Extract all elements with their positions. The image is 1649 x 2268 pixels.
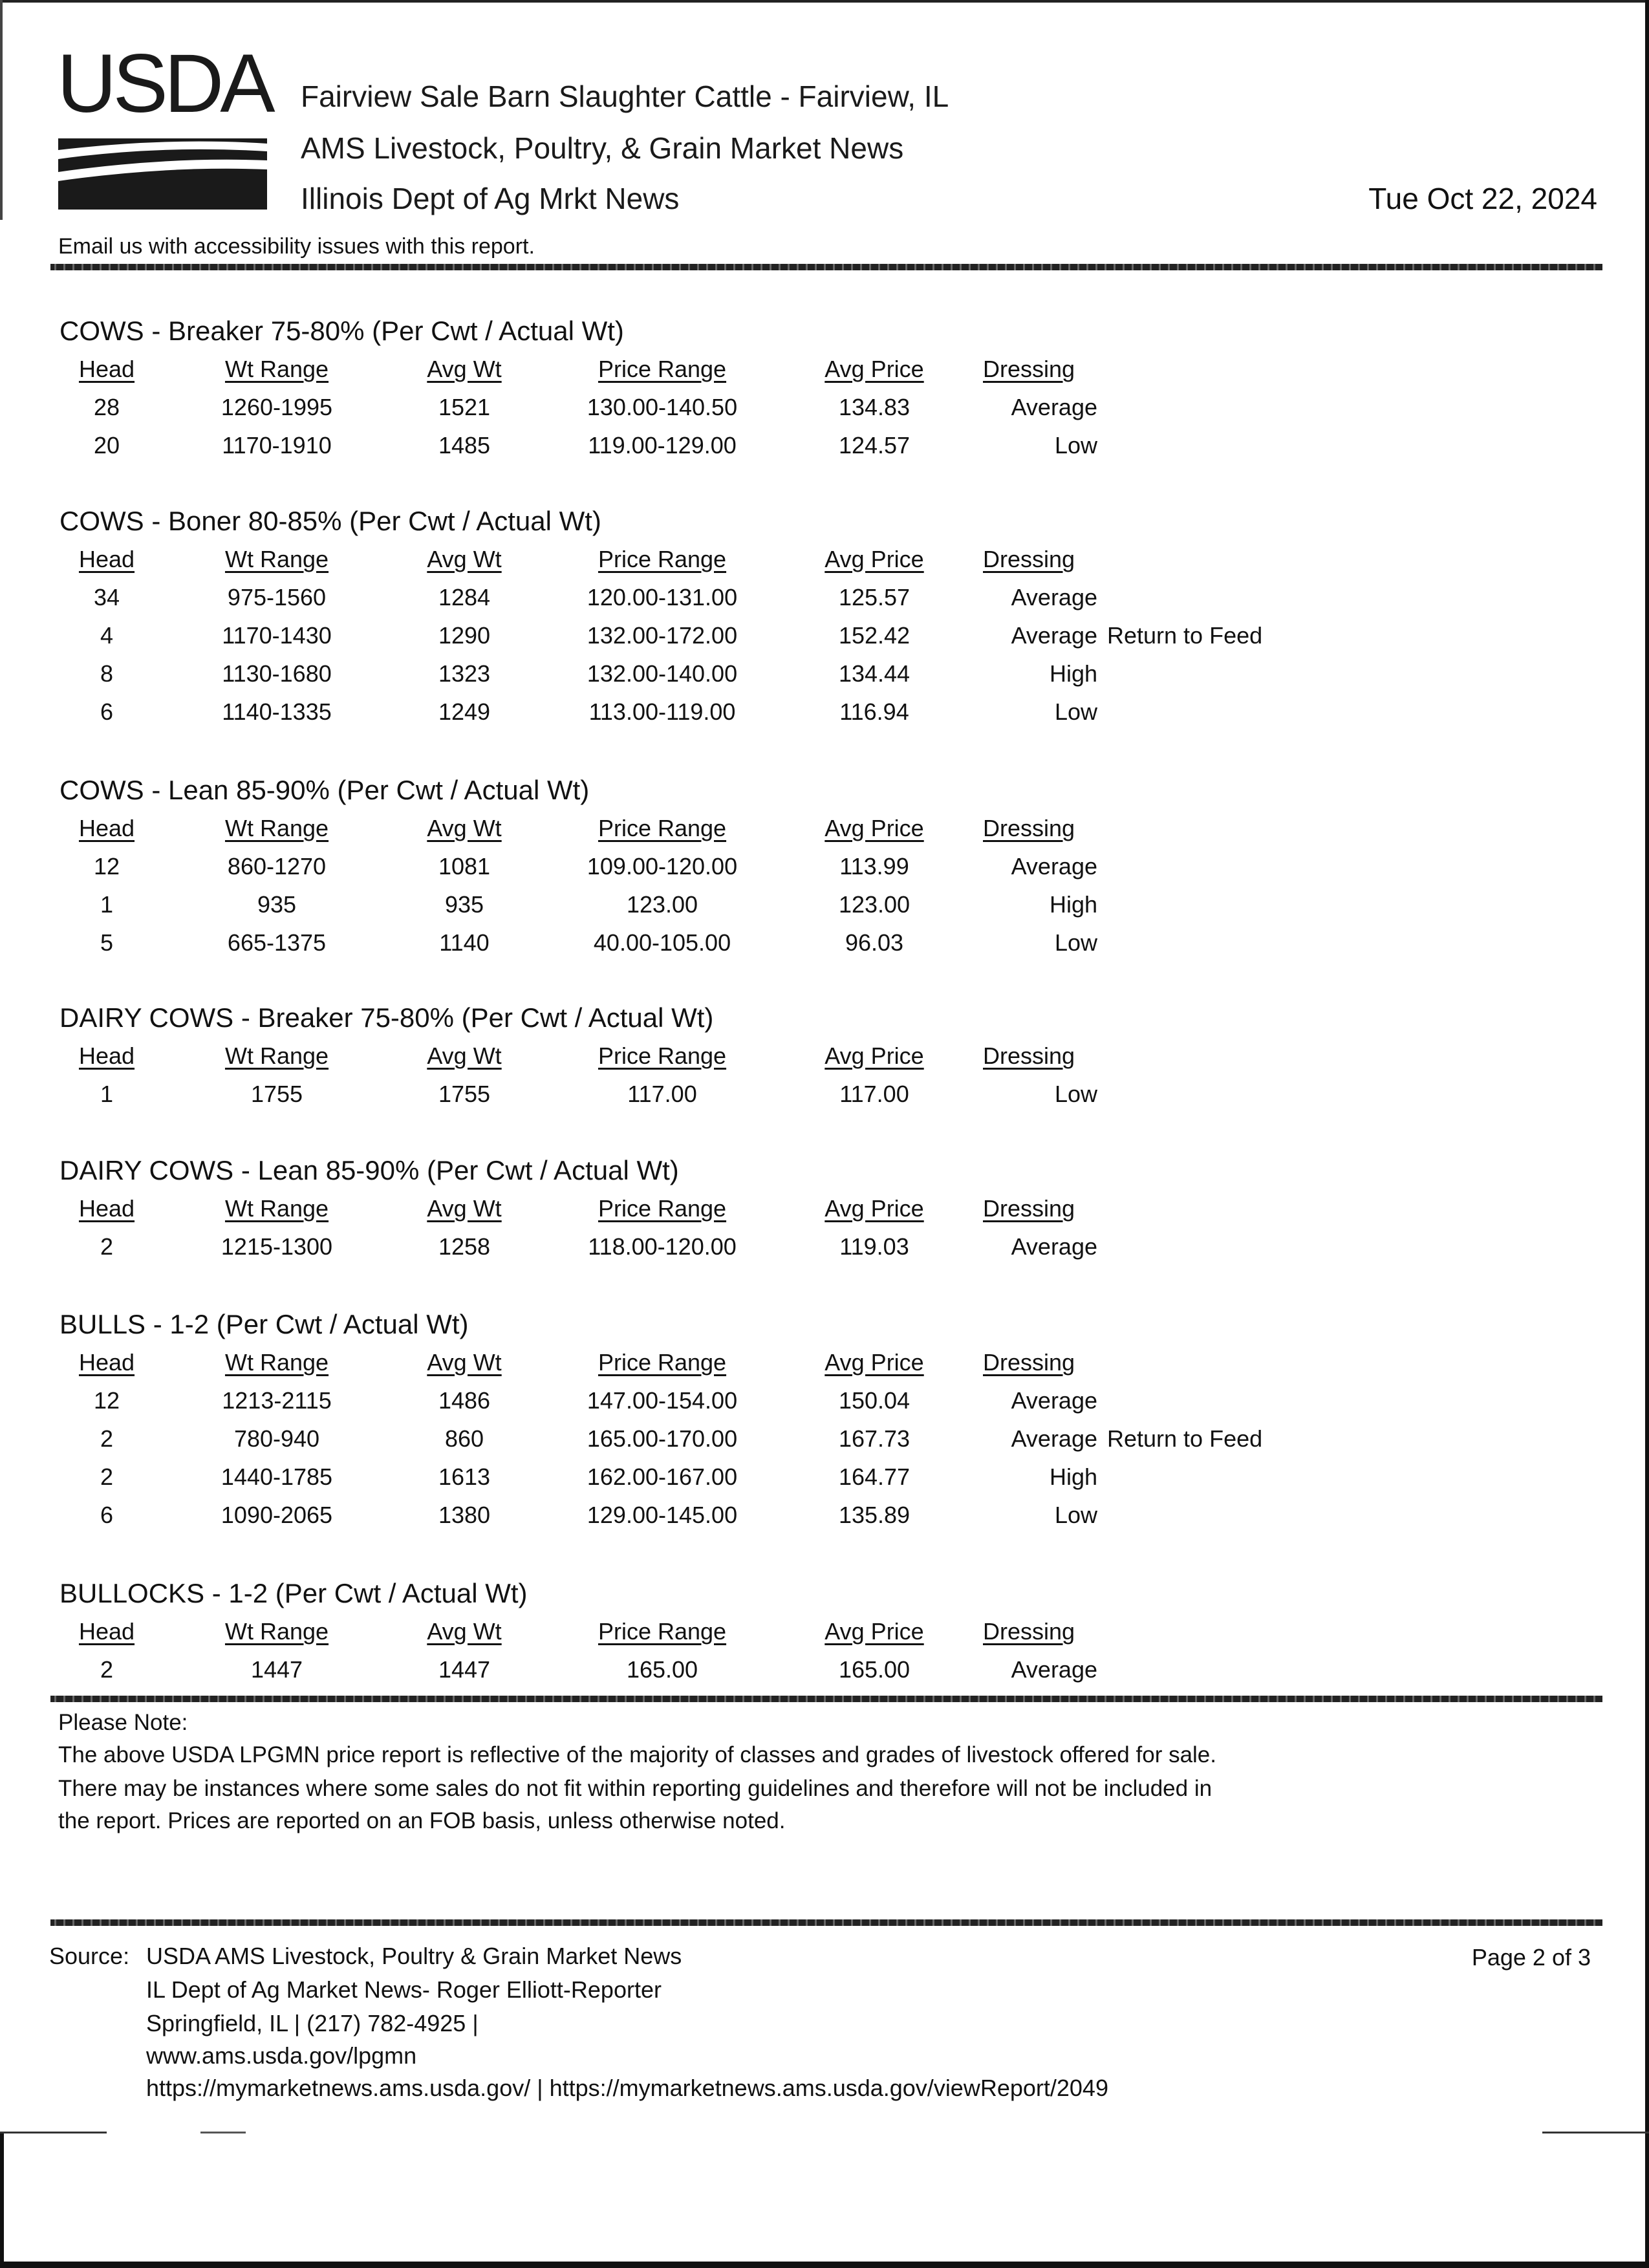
avg-price-cell: 167.73 xyxy=(838,1425,911,1452)
price-range-cell: 132.00-172.00 xyxy=(587,622,738,649)
avg-wt-header: Avg Wt xyxy=(427,815,502,841)
avg-wt-cell: 935 xyxy=(444,891,484,918)
head-cell: 20 xyxy=(93,432,120,459)
price-range-cell: 120.00-131.00 xyxy=(587,584,738,610)
avg-price-cell: 123.00 xyxy=(838,891,911,918)
dressing-header: Dressing xyxy=(983,546,1075,572)
dressing-cell: Average xyxy=(1011,1656,1097,1683)
wt-range-header: Wt Range xyxy=(224,356,329,382)
dressing-header: Dressing xyxy=(983,815,1075,841)
price-range-cell: 162.00-167.00 xyxy=(587,1463,738,1490)
wt-range-header: Wt Range xyxy=(224,1042,329,1069)
scan-line-fragment xyxy=(1542,2132,1649,2133)
avg-price-cell: 164.77 xyxy=(838,1463,911,1490)
head-header: Head xyxy=(78,1195,135,1222)
wt-range-cell: 1260-1995 xyxy=(221,394,333,420)
scan-border-left-lower xyxy=(0,2132,4,2268)
wt-range-cell: 1215-1300 xyxy=(221,1233,333,1260)
avg-price-cell: 117.00 xyxy=(839,1081,909,1107)
head-cell: 6 xyxy=(100,698,114,725)
price-range-cell: 109.00-120.00 xyxy=(587,853,738,880)
avg-wt-header: Avg Wt xyxy=(427,1349,502,1376)
head-cell: 6 xyxy=(100,1502,114,1528)
head-cell: 2 xyxy=(100,1463,114,1490)
wt-range-cell: 935 xyxy=(257,891,297,918)
wt-range-cell: 1090-2065 xyxy=(221,1502,333,1528)
avg-price-header: Avg Price xyxy=(824,1349,924,1376)
dressing-cell: Low xyxy=(1054,1081,1097,1107)
scan-line-fragment xyxy=(0,2132,107,2133)
avg-wt-cell: 1521 xyxy=(438,394,491,420)
head-header: Head xyxy=(78,1349,135,1376)
source-label: Source: xyxy=(49,1943,130,1969)
price-range-cell: 123.00 xyxy=(626,891,698,918)
wt-range-cell: 1140-1335 xyxy=(222,698,332,725)
dressing-cell: Low xyxy=(1054,1502,1097,1528)
avg-wt-cell: 860 xyxy=(444,1425,484,1452)
wt-range-cell: 1447 xyxy=(250,1656,303,1683)
section-title: COWS - Boner 80-85% (Per Cwt / Actual Wt) xyxy=(59,506,601,536)
head-cell: 1 xyxy=(100,1081,114,1107)
price-range-cell: 165.00-170.00 xyxy=(587,1425,738,1452)
avg-price-cell: 135.89 xyxy=(838,1502,911,1528)
avg-price-cell: 125.57 xyxy=(838,584,911,610)
report-agency: AMS Livestock, Poultry, & Grain Market News xyxy=(301,131,904,165)
avg-price-header: Avg Price xyxy=(824,1195,924,1222)
avg-price-cell: 119.03 xyxy=(839,1233,909,1260)
accessibility-link[interactable]: Email us with accessibility issues with this report. xyxy=(58,234,535,259)
avg-price-cell: 150.04 xyxy=(838,1387,911,1414)
price-range-header: Price Range xyxy=(598,1195,727,1222)
wt-range-cell: 1170-1910 xyxy=(222,432,332,459)
head-header: Head xyxy=(78,356,135,382)
dressing-cell: Average xyxy=(1011,394,1097,420)
avg-wt-header: Avg Wt xyxy=(427,546,502,572)
wt-range-cell: 780-940 xyxy=(233,1425,320,1452)
avg-wt-cell: 1290 xyxy=(438,622,491,649)
report-title: Fairview Sale Barn Slaughter Cattle - Fairview, IL xyxy=(301,80,949,113)
wt-range-cell: 975-1560 xyxy=(227,584,327,610)
head-cell: 8 xyxy=(100,660,114,687)
avg-price-cell: 165.00 xyxy=(838,1656,911,1683)
price-range-header: Price Range xyxy=(598,546,727,572)
source-link[interactable]: www.ams.usda.gov/lpgmn xyxy=(146,2042,417,2069)
avg-wt-cell: 1755 xyxy=(438,1081,491,1107)
head-cell: 5 xyxy=(100,929,114,956)
head-cell: 28 xyxy=(93,394,120,420)
avg-wt-cell: 1485 xyxy=(438,432,491,459)
report-department: Illinois Dept of Ag Mrkt News xyxy=(301,182,680,215)
note-cell: Return to Feed xyxy=(1107,622,1263,649)
avg-wt-cell: 1081 xyxy=(438,853,491,880)
head-cell: 1 xyxy=(100,891,114,918)
price-range-cell: 132.00-140.00 xyxy=(587,660,738,687)
note-heading: Please Note: xyxy=(58,1710,188,1735)
avg-wt-header: Avg Wt xyxy=(427,1618,502,1645)
price-range-header: Price Range xyxy=(598,356,727,382)
avg-wt-cell: 1486 xyxy=(438,1387,491,1414)
avg-price-header: Avg Price xyxy=(824,356,924,382)
dressing-cell: Average xyxy=(1011,1233,1097,1260)
avg-wt-cell: 1249 xyxy=(438,698,491,725)
price-range-cell: 118.00-120.00 xyxy=(588,1233,737,1260)
avg-wt-header: Avg Wt xyxy=(427,356,502,382)
price-range-cell: 117.00 xyxy=(627,1081,697,1107)
head-cell: 12 xyxy=(93,853,120,880)
head-cell: 2 xyxy=(100,1425,114,1452)
price-range-cell: 165.00 xyxy=(626,1656,698,1683)
avg-price-cell: 124.57 xyxy=(838,432,911,459)
head-cell: 2 xyxy=(100,1656,114,1683)
avg-price-cell: 134.83 xyxy=(838,394,911,420)
dressing-cell: Average xyxy=(1011,853,1097,880)
note-cell: Return to Feed xyxy=(1107,1425,1263,1452)
section-title: DAIRY COWS - Breaker 75-80% (Per Cwt / Actual Wt) xyxy=(59,1002,714,1033)
dressing-cell: Average xyxy=(1011,622,1097,649)
scan-border-right xyxy=(1645,0,1649,2268)
head-cell: 12 xyxy=(93,1387,120,1414)
avg-wt-cell: 1613 xyxy=(438,1463,491,1490)
scan-border-bottom xyxy=(0,2262,1649,2268)
scan-border-top xyxy=(0,0,1649,3)
source-line: USDA AMS Livestock, Poultry & Grain Market News xyxy=(146,1943,682,1969)
avg-price-cell: 116.94 xyxy=(839,698,909,725)
wt-range-header: Wt Range xyxy=(224,815,329,841)
avg-wt-cell: 1140 xyxy=(439,929,490,956)
dressing-cell: Average xyxy=(1011,584,1097,610)
dressing-cell: Low xyxy=(1054,432,1097,459)
usda-logo-text: USDA xyxy=(57,38,272,130)
source-line: Springfield, IL | (217) 782-4925 | xyxy=(146,2010,479,2036)
wt-range-cell: 1213-2115 xyxy=(222,1387,332,1414)
avg-price-header: Avg Price xyxy=(824,1042,924,1069)
price-range-cell: 129.00-145.00 xyxy=(587,1502,738,1528)
wt-range-cell: 1130-1680 xyxy=(222,660,332,687)
usda-logo xyxy=(57,38,272,211)
avg-wt-cell: 1380 xyxy=(438,1502,491,1528)
avg-price-header: Avg Price xyxy=(824,1618,924,1645)
section-title: COWS - Lean 85-90% (Per Cwt / Actual Wt) xyxy=(59,775,590,805)
report-date: Tue Oct 22, 2024 xyxy=(1368,182,1597,215)
price-range-cell: 113.00-119.00 xyxy=(588,698,736,725)
dressing-cell: Low xyxy=(1054,698,1097,725)
source-line: IL Dept of Ag Market News- Roger Elliott-Reporter xyxy=(146,1976,662,2003)
dressing-header: Dressing xyxy=(983,1349,1075,1376)
price-range-cell: 130.00-140.50 xyxy=(587,394,738,420)
avg-wt-header: Avg Wt xyxy=(427,1195,502,1222)
wt-range-header: Wt Range xyxy=(224,1618,329,1645)
wt-range-cell: 665-1375 xyxy=(227,929,327,956)
scan-border-left xyxy=(0,0,3,220)
dressing-header: Dressing xyxy=(983,1042,1075,1069)
avg-price-cell: 96.03 xyxy=(845,929,904,956)
usda-logo-stripes-icon xyxy=(57,62,270,211)
note-line: There may be instances where some sales do not fit within reporting guidelines and therefore will not be included in xyxy=(58,1776,1212,1801)
wt-range-cell: 1170-1430 xyxy=(222,622,332,649)
wt-range-header: Wt Range xyxy=(224,1349,329,1376)
dressing-cell: High xyxy=(1049,660,1097,687)
avg-wt-cell: 1284 xyxy=(438,584,491,610)
dressing-cell: Low xyxy=(1054,929,1097,956)
section-title: COWS - Breaker 75-80% (Per Cwt / Actual Wt) xyxy=(59,316,624,346)
dressing-header: Dressing xyxy=(983,1618,1075,1645)
note-line: The above USDA LPGMN price report is reflective of the majority of classes and grades of livestock offered for sale. xyxy=(58,1742,1216,1767)
avg-wt-cell: 1323 xyxy=(438,660,491,687)
dressing-cell: Average xyxy=(1011,1387,1097,1414)
price-range-header: Price Range xyxy=(598,1042,727,1069)
dressing-cell: High xyxy=(1049,891,1097,918)
price-range-header: Price Range xyxy=(598,1349,727,1376)
wt-range-header: Wt Range xyxy=(224,546,329,572)
avg-price-header: Avg Price xyxy=(824,546,924,572)
page-number: Page 2 of 3 xyxy=(1471,1944,1591,1971)
head-header: Head xyxy=(78,815,135,841)
head-header: Head xyxy=(78,1618,135,1645)
head-cell: 2 xyxy=(100,1233,114,1260)
price-range-cell: 40.00-105.00 xyxy=(593,929,731,956)
dressing-header: Dressing xyxy=(983,1195,1075,1222)
head-cell: 34 xyxy=(93,584,120,610)
avg-wt-cell: 1447 xyxy=(438,1656,491,1683)
avg-price-cell: 113.99 xyxy=(839,853,909,880)
head-cell: 4 xyxy=(100,622,114,649)
note-divider xyxy=(50,1696,1602,1702)
footer-divider xyxy=(50,1919,1602,1926)
scan-line-fragment xyxy=(200,2132,246,2133)
section-title: BULLOCKS - 1-2 (Per Cwt / Actual Wt) xyxy=(59,1578,528,1608)
wt-range-cell: 860-1270 xyxy=(227,853,327,880)
head-header: Head xyxy=(78,1042,135,1069)
dressing-cell: Average xyxy=(1011,1425,1097,1452)
header-divider xyxy=(50,264,1602,270)
dressing-header: Dressing xyxy=(983,356,1075,382)
avg-price-cell: 152.42 xyxy=(838,622,911,649)
note-line: the report. Prices are reported on an FOB basis, unless otherwise noted. xyxy=(58,1808,786,1833)
price-range-cell: 119.00-129.00 xyxy=(588,432,737,459)
dressing-cell: High xyxy=(1049,1463,1097,1490)
avg-price-header: Avg Price xyxy=(824,815,924,841)
avg-price-cell: 134.44 xyxy=(838,660,911,687)
avg-wt-header: Avg Wt xyxy=(427,1042,502,1069)
source-links[interactable]: https://mymarketnews.ams.usda.gov/ | https://mymarketnews.ams.usda.gov/viewReport/2049 xyxy=(146,2075,1108,2101)
head-header: Head xyxy=(78,546,135,572)
wt-range-header: Wt Range xyxy=(224,1195,329,1222)
avg-wt-cell: 1258 xyxy=(438,1233,491,1260)
section-title: DAIRY COWS - Lean 85-90% (Per Cwt / Actual Wt) xyxy=(59,1155,679,1185)
wt-range-cell: 1440-1785 xyxy=(221,1463,333,1490)
price-range-header: Price Range xyxy=(598,815,727,841)
wt-range-cell: 1755 xyxy=(250,1081,303,1107)
section-title: BULLS - 1-2 (Per Cwt / Actual Wt) xyxy=(59,1309,469,1339)
price-range-header: Price Range xyxy=(598,1618,727,1645)
price-range-cell: 147.00-154.00 xyxy=(587,1387,738,1414)
